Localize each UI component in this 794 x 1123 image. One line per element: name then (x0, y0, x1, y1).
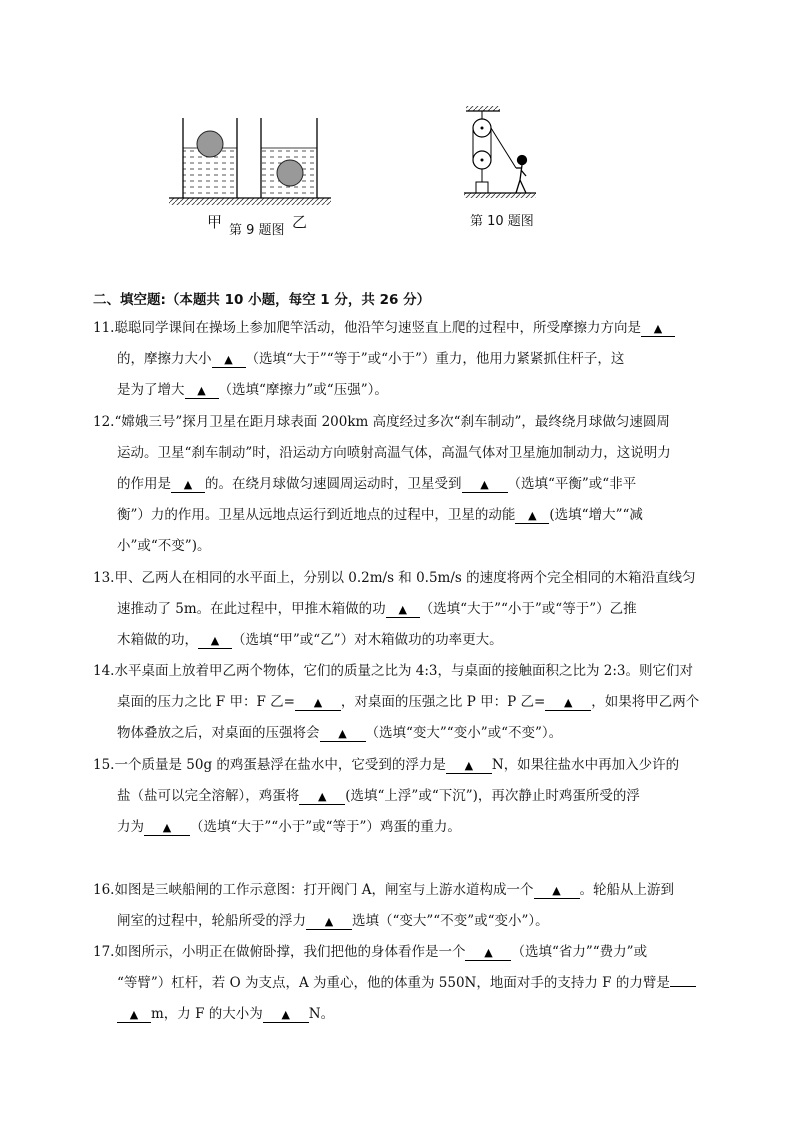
answer-blank[interactable]: ▲ (462, 478, 508, 493)
answer-blank[interactable]: ▲ (185, 384, 219, 399)
answer-blank[interactable]: ▲ (299, 790, 345, 805)
answer-blank[interactable]: ▲ (198, 634, 232, 649)
q14-line3-text: 物体叠放之后，对桌面的压强将会 (117, 725, 320, 741)
answer-blank-start[interactable] (670, 986, 696, 987)
answer-blank[interactable]: ▲ (386, 603, 420, 618)
q17-line1-text: 17.如图所示，小明正在做俯卧撑，我们把他的身体看作是一个 (93, 944, 466, 960)
answer-blank[interactable]: ▲ (117, 1008, 151, 1023)
ground-hatch (169, 198, 331, 205)
answer-blank[interactable]: ▲ (306, 915, 352, 930)
q17-line1-text-b: （选填“省力”“费力”或 (511, 944, 648, 960)
q15-line3-text: 力为 (117, 819, 144, 835)
q15-line2-text-b: (选填“上浮”或“下沉”)，再次静止时鸡蛋所受的浮 (345, 788, 640, 804)
q16-line1-text-b: 。轮船从上游到 (579, 882, 675, 898)
question-12 (93, 407, 705, 562)
figure-10-caption: 第 10 题图 (470, 214, 534, 229)
q13-line3-text: 木箱做的功， (117, 632, 198, 648)
stick-figure-person (516, 156, 527, 194)
q11-line2-text-b: （选填“大于”“等于”或“小于”）重力，他用力紧紧抓住杆子，这 (245, 351, 625, 367)
question-13 (93, 563, 705, 656)
q16-line1-text: 16.如图是三峡船闸的工作示意图：打开阀门 A，闸室与上游水道构成一个 (93, 882, 534, 898)
section-title: 二、填空题:（本题共 10 小题，每空 1 分，共 26 分） (93, 292, 431, 308)
ball-right (277, 160, 303, 186)
q17-line3-text: m，力 F 的大小为 (151, 1006, 263, 1022)
figure-9-label-right: 乙 (292, 213, 308, 231)
q14-line2-text: 桌面的压力之比 F 甲：F 乙= (117, 694, 295, 710)
q11-line3-text: 是为了增大 (117, 382, 185, 398)
q15-line3-text-b: （选填“大于”“小于”或“等于”）鸡蛋的重力。 (190, 819, 461, 835)
q15-line2-text: 盐（盐可以完全溶解），鸡蛋将 (117, 788, 300, 804)
q13-line1-text: 13.甲、乙两人在相同的水平面上，分别以 0.2m/s 和 0.5m/s 的速度将两个完全相同的木箱沿直线匀 (93, 570, 696, 586)
q14-line3-text-b: （选填“变大”“变小”或“不变”）。 (365, 725, 563, 741)
figure-10-pulley (460, 104, 540, 208)
q11-line2-text: 的，摩擦力大小 (117, 351, 212, 367)
answer-blank[interactable]: ▲ (641, 322, 675, 337)
answer-blank[interactable]: ▲ (545, 696, 591, 711)
q15-line1-text: 15.一个质量是 50g 的鸡蛋悬浮在盐水中，它受到的浮力是 (93, 757, 446, 773)
q12-line2-text: 运动。卫星“刹车制动”时，沿运动方向喷射高温气体，高温气体对卫星施加制动力，这说明力 (117, 445, 671, 461)
q12-line3-text: 的作用是 (117, 476, 171, 492)
ceiling-hatch (466, 106, 500, 111)
q14-line1-text: 14.水平桌面上放着甲乙两个物体，它们的质量之比为 4:3，与桌面的接触面积之比为 2:3。则它们对 (93, 663, 694, 679)
question-17 (93, 937, 705, 1030)
q17-line2-text: “等臂”）杠杆，若 O 为支点，A 为重心，他的体重为 550N，地面对手的支持力 F 的力臂是 (117, 975, 670, 991)
q11-line1-text: 11.聪聪同学课间在操场上参加爬竿活动，他沿竿匀速竖直上爬的过程中，所受摩擦力方向是 (93, 320, 641, 336)
question-15 (93, 750, 705, 843)
container-right (261, 118, 317, 198)
figure-9-containers (165, 112, 335, 212)
q13-line2-text-b: （选填“大于”“小于”或“等于”）乙推 (419, 601, 637, 617)
q12-line4-text-b: (选填“增大”“减 (549, 507, 643, 523)
q12-line3-text-b: 的。在绕月球做匀速圆周运动时，卫星受到 (205, 476, 462, 492)
answer-blank[interactable]: ▲ (465, 946, 511, 961)
q12-line5-text: 小”或“不变”)。 (117, 538, 211, 554)
q12-line4-text: 衡”）力的作用。卫星从远地点运行到近地点的过程中，卫星的动能 (117, 507, 516, 523)
answer-blank[interactable]: ▲ (295, 696, 341, 711)
q12-line3-text-c: （选填“平衡”或“非平 (507, 476, 637, 492)
q16-line2-text: 闸室的过程中，轮船所受的浮力 (117, 913, 306, 929)
weight-block (476, 182, 488, 193)
answer-blank[interactable]: ▲ (212, 353, 246, 368)
answer-blank[interactable]: ▲ (320, 727, 366, 742)
answer-blank[interactable]: ▲ (534, 884, 580, 899)
q13-line3-text-b: （选填“甲”或“乙”）对木箱做功的功率更大。 (232, 632, 503, 648)
question-14 (93, 656, 705, 749)
q15-line1-text-b: N，如果往盐水中再加入少许的 (491, 757, 680, 773)
answer-blank[interactable]: ▲ (263, 1008, 309, 1023)
figure-9-label-left: 甲 (207, 213, 223, 231)
figure-9-caption: 第 9 题图 (229, 223, 285, 238)
q16-line2-text-b: 选填（“变大”“不变”或“变小”）。 (352, 913, 549, 929)
answer-blank[interactable]: ▲ (446, 759, 492, 774)
q11-line3-text-b: （选填“摩擦力”或“压强”）。 (218, 382, 388, 398)
answer-blank[interactable]: ▲ (515, 509, 549, 524)
answer-blank[interactable]: ▲ (144, 821, 190, 836)
ball-left (197, 131, 223, 157)
answer-blank[interactable]: ▲ (171, 478, 205, 493)
q14-line2-text-b: ，对桌面的压强之比 P 甲：P 乙= (340, 694, 546, 710)
q12-line1-text: 12.“嫦娥三号”探月卫星在距月球表面 200km 高度经过多次“刹车制动”，最终绕月球做匀速圆周 (93, 414, 670, 430)
q13-line2-text: 速推动了 5m。在此过程中，甲推木箱做的功 (117, 601, 386, 617)
ground-hatch-2 (464, 193, 536, 198)
question-16 (93, 875, 705, 937)
question-11 (93, 313, 705, 406)
q14-line2-text-c: ，如果将甲乙两个 (591, 694, 700, 710)
container-left (183, 118, 237, 198)
q17-line3-text-b: N。 (308, 1006, 335, 1022)
